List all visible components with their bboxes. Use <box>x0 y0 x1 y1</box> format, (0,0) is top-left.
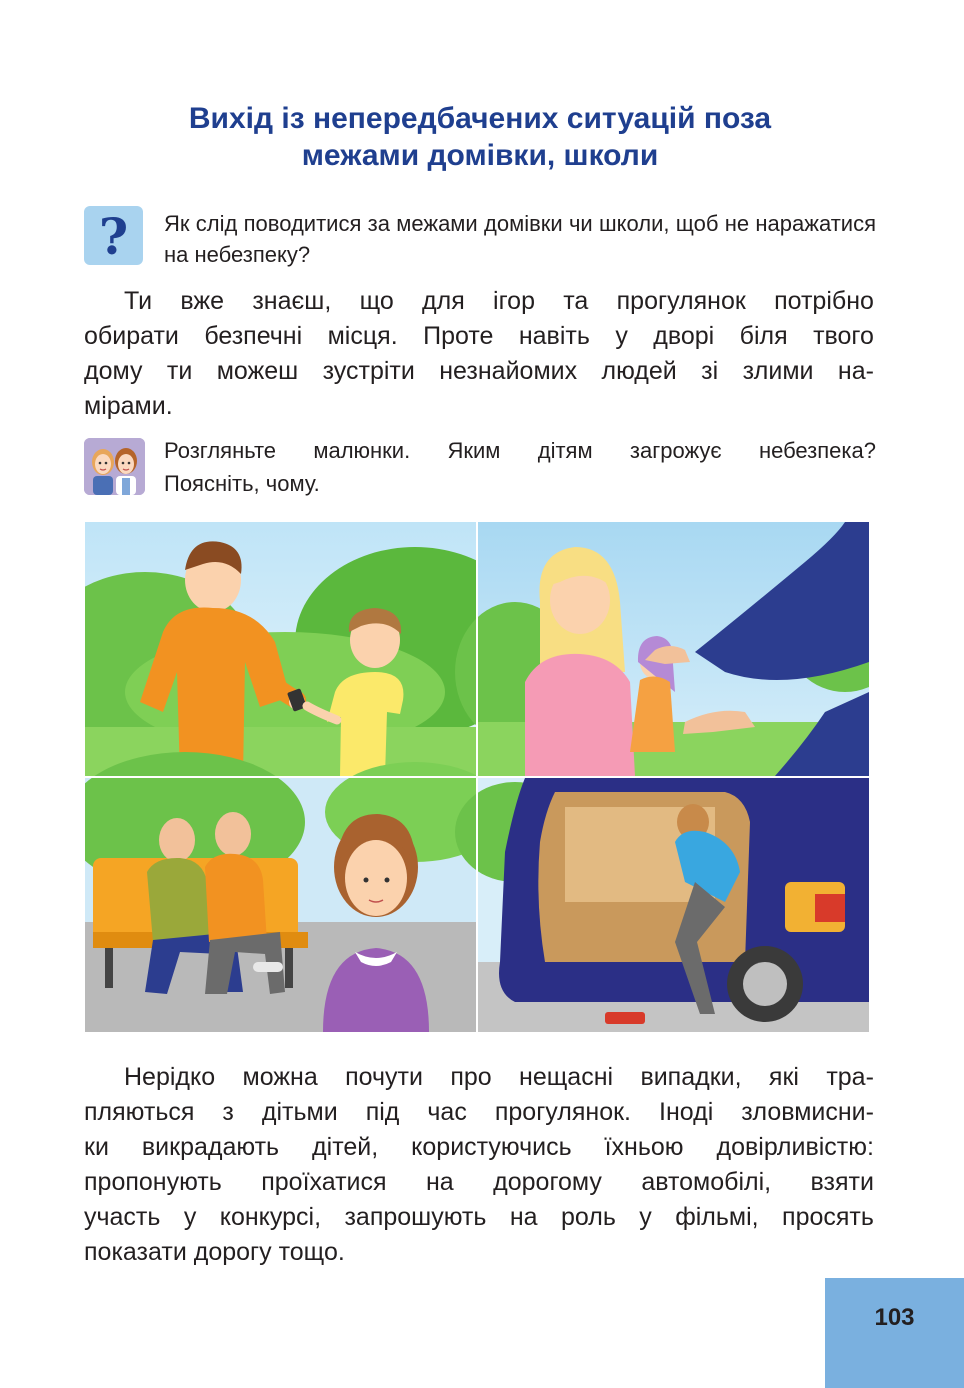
word: можна <box>242 1063 318 1091</box>
word: на- <box>837 357 874 385</box>
word: довірливістю: <box>716 1133 874 1161</box>
word: зловмисни- <box>741 1098 874 1126</box>
word: тра- <box>826 1063 874 1091</box>
word: Яким <box>447 438 501 463</box>
word: твого <box>813 322 874 350</box>
body-line-2 <box>84 1095 874 1130</box>
word: участь <box>84 1203 161 1231</box>
word: дітьми <box>261 1098 338 1126</box>
word: прогулянок. <box>494 1098 631 1126</box>
word: у <box>615 322 628 350</box>
title-line-1: Вихід із непередбачених ситуацій поза <box>188 102 772 135</box>
word: прогулянок <box>616 287 746 315</box>
word: потрібно <box>774 287 874 315</box>
word: просять <box>782 1203 874 1231</box>
panel-men-on-bench <box>85 752 505 1032</box>
word: пляються <box>84 1098 195 1126</box>
word: зі <box>701 357 719 385</box>
word: дорогому <box>493 1168 602 1196</box>
panel-adult-offering-doll <box>455 522 869 776</box>
word: та <box>563 287 589 315</box>
word: пропонують <box>84 1168 222 1196</box>
word: Іноді <box>659 1098 714 1126</box>
word: взяти <box>810 1168 874 1196</box>
word: автомобілі, <box>641 1168 772 1196</box>
word: про <box>450 1063 492 1091</box>
task-text <box>164 434 876 500</box>
word: знаєш, <box>252 287 332 315</box>
body-paragraph <box>84 1060 874 1270</box>
word: дітям <box>537 438 593 463</box>
word: з <box>222 1098 234 1126</box>
word: роль <box>560 1203 616 1231</box>
word: що <box>359 287 394 315</box>
task-line-1 <box>164 434 876 467</box>
word: дворі <box>653 322 715 350</box>
word: час <box>427 1098 467 1126</box>
word: дітей, <box>312 1133 379 1161</box>
word: ти <box>166 357 193 385</box>
word: які <box>768 1063 799 1091</box>
word: почути <box>345 1063 423 1091</box>
page-number-box <box>825 1278 964 1388</box>
word: злими <box>742 357 814 385</box>
word: під <box>365 1098 400 1126</box>
word: для <box>422 287 465 315</box>
word: конкурсі, <box>219 1203 322 1231</box>
intro-line-3 <box>84 354 874 389</box>
task-line-2: Поясніть, чому. <box>164 471 320 496</box>
word: проїхатися <box>261 1168 387 1196</box>
body-line-6: показати дорогу тощо. <box>84 1238 345 1266</box>
word: ки <box>84 1133 109 1161</box>
word: людей <box>601 357 677 385</box>
question-text: Як слід поводитися за межами домівки чи школи, щоб не наражатися на небезпеку? <box>164 211 876 267</box>
word: загрожує <box>629 438 722 463</box>
word: на <box>425 1168 454 1196</box>
word: вже <box>180 287 225 315</box>
word: малюнки. <box>313 438 411 463</box>
word: запрошують <box>344 1203 487 1231</box>
word: на <box>509 1203 538 1231</box>
word: випадки, <box>640 1063 742 1091</box>
word: біля <box>739 322 788 350</box>
word: зустріти <box>322 357 415 385</box>
intro-line-2 <box>84 319 874 354</box>
word: можеш <box>216 357 299 385</box>
word: у <box>183 1203 197 1231</box>
question-symbol: ? <box>98 206 129 266</box>
word: обирати <box>84 322 179 350</box>
word: ігор <box>493 287 535 315</box>
body-line-3 <box>84 1130 874 1165</box>
intro-paragraph <box>84 284 874 424</box>
word: Нерідко <box>124 1063 216 1091</box>
word: навіть <box>518 322 590 350</box>
two-children-icon <box>84 438 145 495</box>
word: у <box>639 1203 652 1231</box>
word: Розгляньте <box>164 438 277 463</box>
question-mark-icon <box>84 206 143 265</box>
word: фільмі, <box>675 1203 759 1231</box>
word: нещасні <box>519 1063 614 1091</box>
title-line-2: межами домівки, школи <box>301 139 659 172</box>
word: викрадають <box>141 1133 280 1161</box>
word: їхньою <box>604 1133 684 1161</box>
illustration-grid <box>85 522 869 1032</box>
body-line-4 <box>84 1165 874 1200</box>
word: місця. <box>327 322 398 350</box>
page-title <box>80 100 880 174</box>
word: дому <box>84 357 143 385</box>
intro-line-1 <box>84 284 874 319</box>
word: незнайомих <box>439 357 578 385</box>
panel-boy-into-car <box>455 778 869 1032</box>
page-number: 103 <box>874 1304 915 1331</box>
body-line-1 <box>84 1060 874 1095</box>
word: Проте <box>423 322 494 350</box>
body-line-5 <box>84 1200 874 1235</box>
word: Ти <box>124 287 153 315</box>
intro-line-4: мірами. <box>84 392 173 420</box>
word: небезпека? <box>758 438 876 463</box>
word: користуючись <box>411 1133 572 1161</box>
word: безпечні <box>204 322 303 350</box>
